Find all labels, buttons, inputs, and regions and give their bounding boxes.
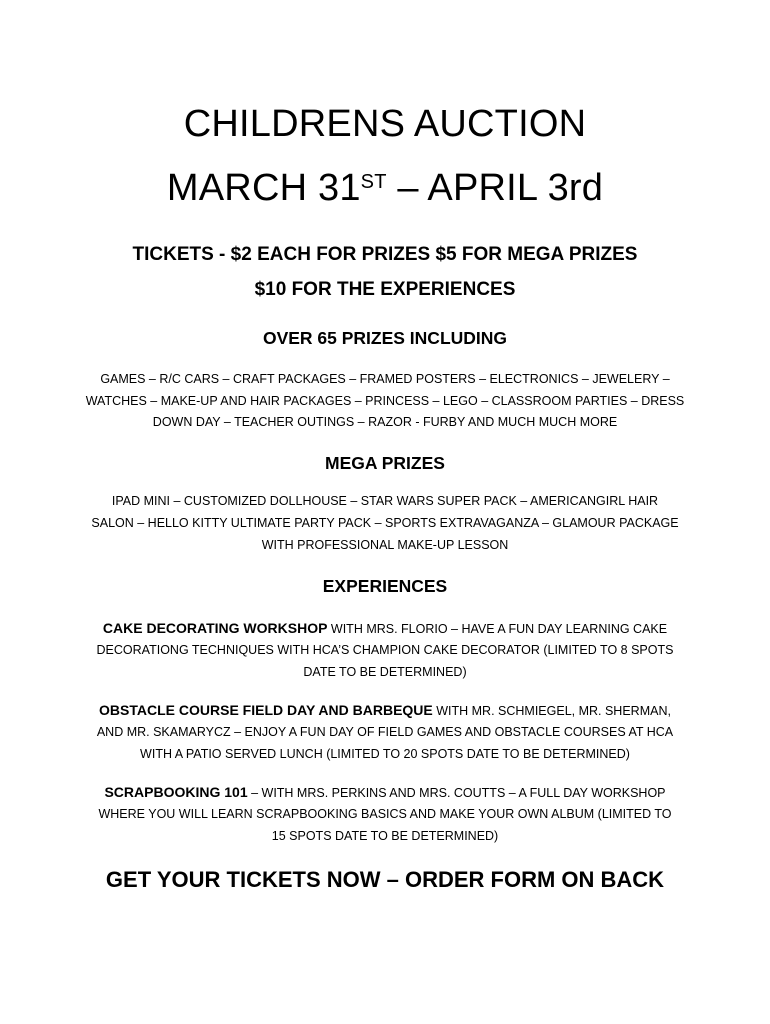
prizes-heading: OVER 65 PRIZES INCLUDING — [262, 328, 508, 348]
experience-3-line-1 — [80, 781, 690, 804]
title-date-start: MARCH 31 — [166, 167, 361, 209]
experience-1-title: CAKE DECORATING WORKSHOP — [102, 620, 328, 636]
experience-2-title: OBSTACLE COURSE FIELD DAY AND BARBEQUE — [99, 702, 433, 718]
tickets-line-1: TICKETS - $2 EACH FOR PRIZES $5 FOR MEGA PRIZES — [132, 244, 638, 265]
tickets-line-2: $10 FOR THE EXPERIENCES — [254, 279, 516, 300]
experience-1-line-2: DECORATIONG TECHNIQUES WITH HCA’S CHAMPION CAKE DECORATOR (LIMITED TO 8 SPOTS — [96, 643, 674, 657]
experience-3-line-2: WHERE YOU WILL LEARN SCRAPBOOKING BASICS AND MAKE YOUR OWN ALBUM (LIMITED TO — [98, 807, 672, 821]
experience-2-line-2: AND MR. SKAMARYCZ – ENJOY A FUN DAY OF FIELD GAMES AND OBSTACLE COURSES AT HCA — [96, 725, 674, 739]
experiences-heading: EXPERIENCES — [322, 576, 448, 596]
footer-call-to-action: GET YOUR TICKETS NOW – ORDER FORM ON BACK — [105, 867, 665, 892]
experience-2-intro: WITH MR. SCHMIEGEL, MR. SHERMAN, — [432, 704, 671, 718]
prizes-line-1: GAMES – R/C CARS – CRAFT PACKAGES – FRAMED POSTERS – ELECTRONICS – JEWELERY – — [100, 372, 670, 386]
prizes-line-3: DOWN DAY – TEACHER OUTINGS – RAZOR - FURBY AND MUCH MUCH MORE — [152, 415, 618, 429]
title-date-end: – APRIL 3rd — [386, 167, 604, 209]
experience-3-title: SCRAPBOOKING 101 — [104, 784, 248, 800]
mega-prizes-line-3: WITH PROFESSIONAL MAKE-UP LESSON — [261, 538, 509, 552]
title-line-1: CHILDRENS AUCTION — [183, 103, 587, 145]
mega-prizes-line-1: IPAD MINI – CUSTOMIZED DOLLHOUSE – STAR WARS SUPER PACK – AMERICANGIRL HAIR — [111, 494, 659, 508]
mega-prizes-line-2: SALON – HELLO KITTY ULTIMATE PARTY PACK – SPORTS EXTRAVAGANZA – GLAMOUR PACKAGE — [91, 516, 679, 530]
experience-2-line-1 — [80, 699, 690, 722]
title-line-2 — [80, 166, 690, 210]
mega-prizes-heading: MEGA PRIZES — [325, 453, 445, 473]
experience-1-line-1 — [80, 617, 690, 640]
prizes-line-2: WATCHES – MAKE-UP AND HAIR PACKAGES – PRINCESS – LEGO – CLASSROOM PARTIES – DRESS — [85, 394, 685, 408]
experience-2-line-3: WITH A PATIO SERVED LUNCH (LIMITED TO 20 SPOTS DATE TO BE DETERMINED) — [140, 747, 630, 761]
experience-3-intro: – WITH MRS. PERKINS AND MRS. COUTTS – A FULL DAY WORKSHOP — [247, 786, 666, 800]
experience-1-line-3: DATE TO BE DETERMINED) — [303, 665, 467, 679]
title-date-superscript: ST — [360, 171, 387, 193]
experience-1-intro: WITH MRS. FLORIO – HAVE A FUN DAY LEARNING CAKE — [327, 622, 668, 636]
experience-3-line-3: 15 SPOTS DATE TO BE DETERMINED) — [271, 829, 499, 843]
